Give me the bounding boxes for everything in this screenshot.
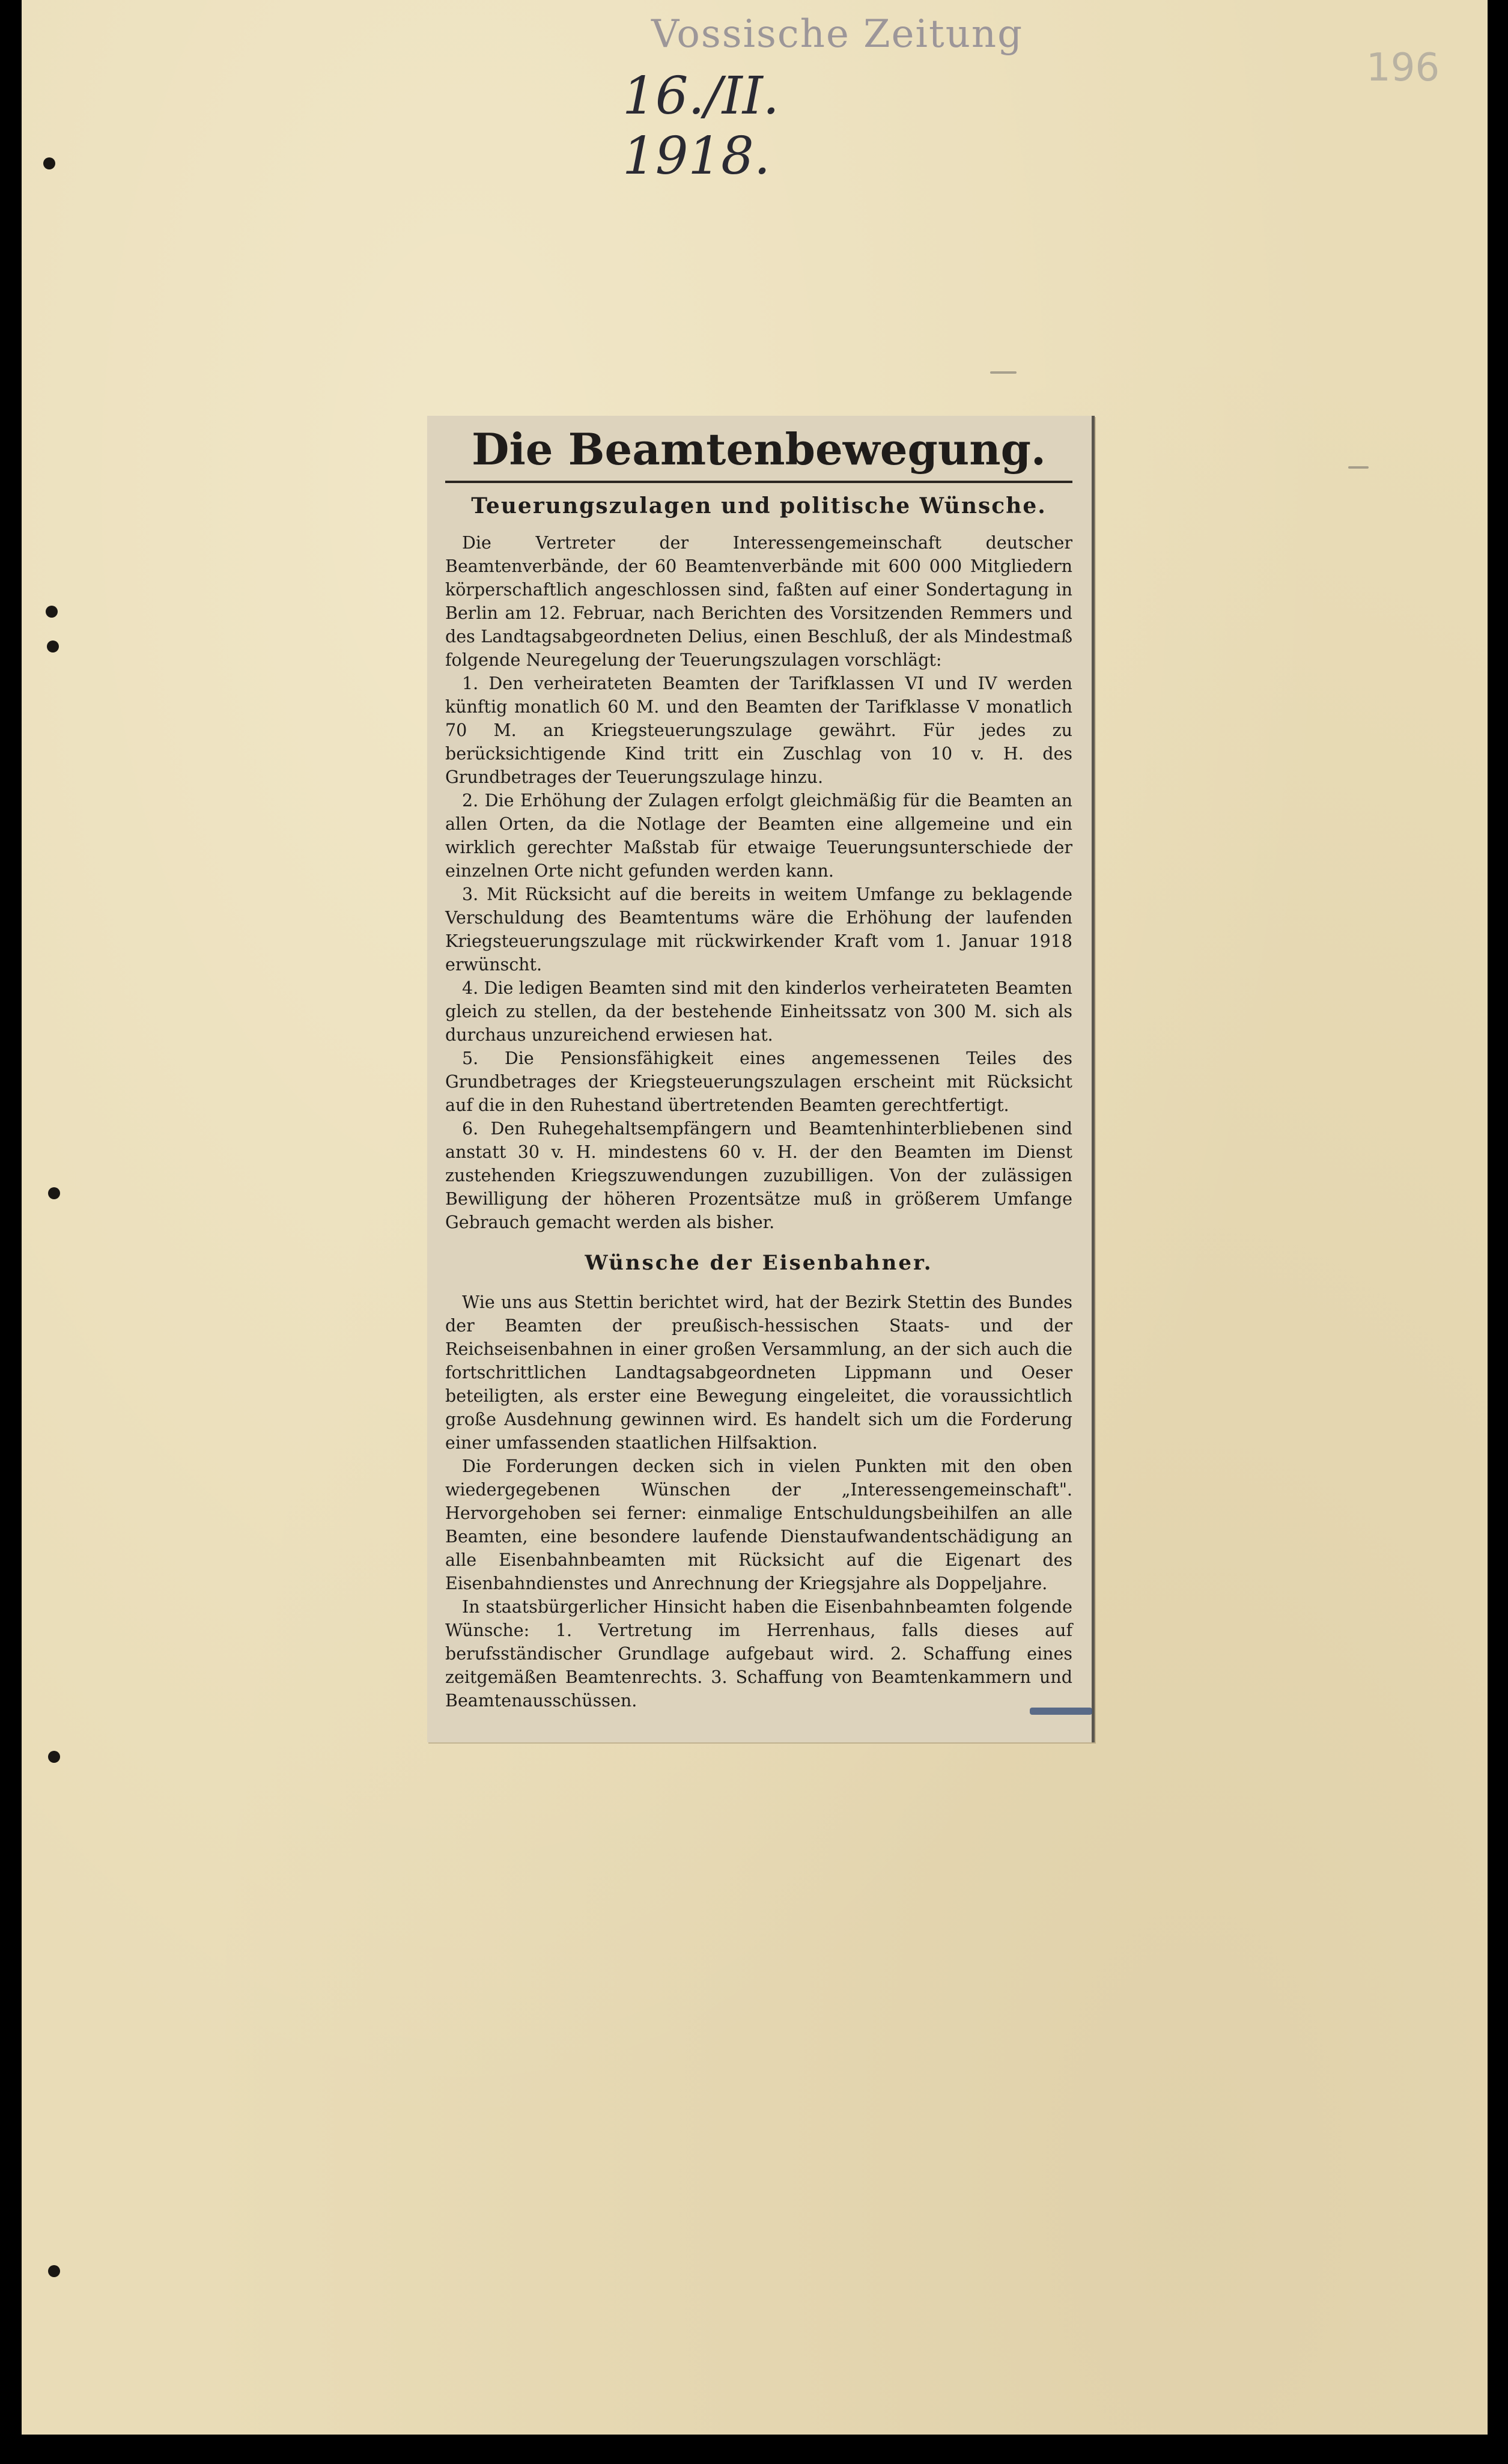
binding-hole: [47, 640, 59, 653]
newspaper-clipping: [427, 416, 1095, 1742]
pencil-mark: [990, 371, 1017, 374]
article-point: 3. Mit Rücksicht auf die bereits in weitem Umfange zu beklagende Verschuldung des Beamtentums wäre die Erhöhung der laufenden Kriegsteuerungszulage mit rückwirkender Kraft vom 1. Januar 1918 erwünscht.: [445, 884, 1072, 975]
article-point: 4. Die ledigen Beamten sind mit den kinderlos verheirateten Beamten gleich zu stellen, da der bestehende Einheitssatz von 300 M. sich als durchaus unzureichend erwiesen hat.: [445, 978, 1072, 1045]
section-paragraph: Wie uns aus Stettin berichtet wird, hat der Bezirk Stettin des Bundes der Beamten der preußisch-hessischen Staats- und der Reichseisenbahnen in einer großen Versammlung, an der sich auch die fortschrittlichen Landtagsabgeordneten Lippmann und Oeser beteiligten, als erster eine Bewegung eingeleitet, die voraussichtlich große Ausdehnung gewinnen wird. Es handelt sich um die Forderung einer umfassenden staatlichen Hilfsaktion.: [445, 1292, 1072, 1453]
blue-pencil-mark: [1030, 1708, 1092, 1715]
pencil-mark: [1348, 466, 1369, 469]
article-point: 6. Den Ruhegehaltsempfängern und Beamtenhinterbliebenen sind anstatt 30 v. H. mindestens 60 v. H. der den Beamten im Dienst zustehenden Kriegszuwendungen zuzubilligen. Von der zulässigen Bewilligung der höheren Prozentsätze muß in größerem Umfange Gebrauch gemacht werden als bisher.: [445, 1119, 1072, 1232]
binding-hole: [48, 1187, 60, 1199]
article-subheadline: Teuerungszulagen und politische Wünsche.: [471, 493, 1047, 519]
article-point: 1. Den verheirateten Beamten der Tarifklassen VI und IV werden künftig monatlich 60 M. und den Beamten der Tarifklasse V monatlich 70 M. an Kriegsteuerungszulage gewährt. Für jedes zu berücksichtigende Kind tritt ein Zuschlag von 10 v. H. des Grundbetrages der Teuerungszulage hinzu.: [445, 674, 1072, 787]
binding-hole: [48, 1751, 60, 1763]
article-headline: Die Beamtenbewegung.: [445, 422, 1072, 483]
article-point: 2. Die Erhöhung der Zulagen erfolgt gleichmäßig für die Beamten an allen Orten, da die Notlage der Beamten eine allgemeine und ein wirklich gerechter Maßstab für etwaige Teuerungsunterschiede der einzelnen Orte nicht gefunden werden kann.: [445, 791, 1072, 881]
newspaper-stamp: Vossische Zeitung: [651, 12, 1024, 56]
section-heading: Wünsche der Eisenbahner.: [585, 1251, 933, 1275]
binding-hole: [48, 2265, 60, 2277]
section-paragraph: In staatsbürgerlicher Hinsicht haben die Eisenbahnbeamten folgende Wünsche: 1. Vertretung im Herrenhaus, falls dieses auf berufsständischer Grundlage aufgebaut wird. 2. Schaffung eines zeitgemäßen Beamtenrechts. 3. Schaffung von Beamtenkammern und Beamtenausschüssen.: [445, 1597, 1072, 1711]
section-paragraph: Die Forderungen decken sich in vielen Punkten mit den oben wiedergegebenen Wünschen der „Interessengemeinschaft". Hervorgehoben sei ferner: einmalige Entschuldungsbeihilfen an alle Beamten, eine besondere laufende Dienstaufwandentschädigung an alle Eisenbahnbeamten mit Rücksicht auf die Eigenart des Eisenbahndienstes und Anrechnung der Kriegsjahre als Doppeljahre.: [445, 1456, 1072, 1593]
page-number: 196: [1366, 46, 1440, 90]
article-intro: Die Vertreter der Interessengemeinschaft deutscher Beamtenverbände, der 60 Beamtenverbände mit 600 000 Mitgliedern körperschaftlich angeschlossen sind, faßten auf einer Sondertagung in Berlin am 12. Februar, nach Berichten des Vorsitzenden Remmers und des Landtagsabgeordneten Delius, einen Beschluß, der als Mindestmaß folgende Neuregelung der Teuerungszulagen vorschlägt:: [445, 533, 1072, 670]
binding-hole: [43, 157, 55, 169]
handwritten-date: 16./II. 1918.: [622, 66, 780, 186]
article-point: 5. Die Pensionsfähigkeit eines angemessenen Teiles des Grundbetrages der Kriegsteuerungszulagen erscheint mit Rücksicht auf die in den Ruhestand übertretenden Beamten gerechtfertigt.: [445, 1048, 1072, 1115]
binding-hole: [46, 606, 58, 618]
